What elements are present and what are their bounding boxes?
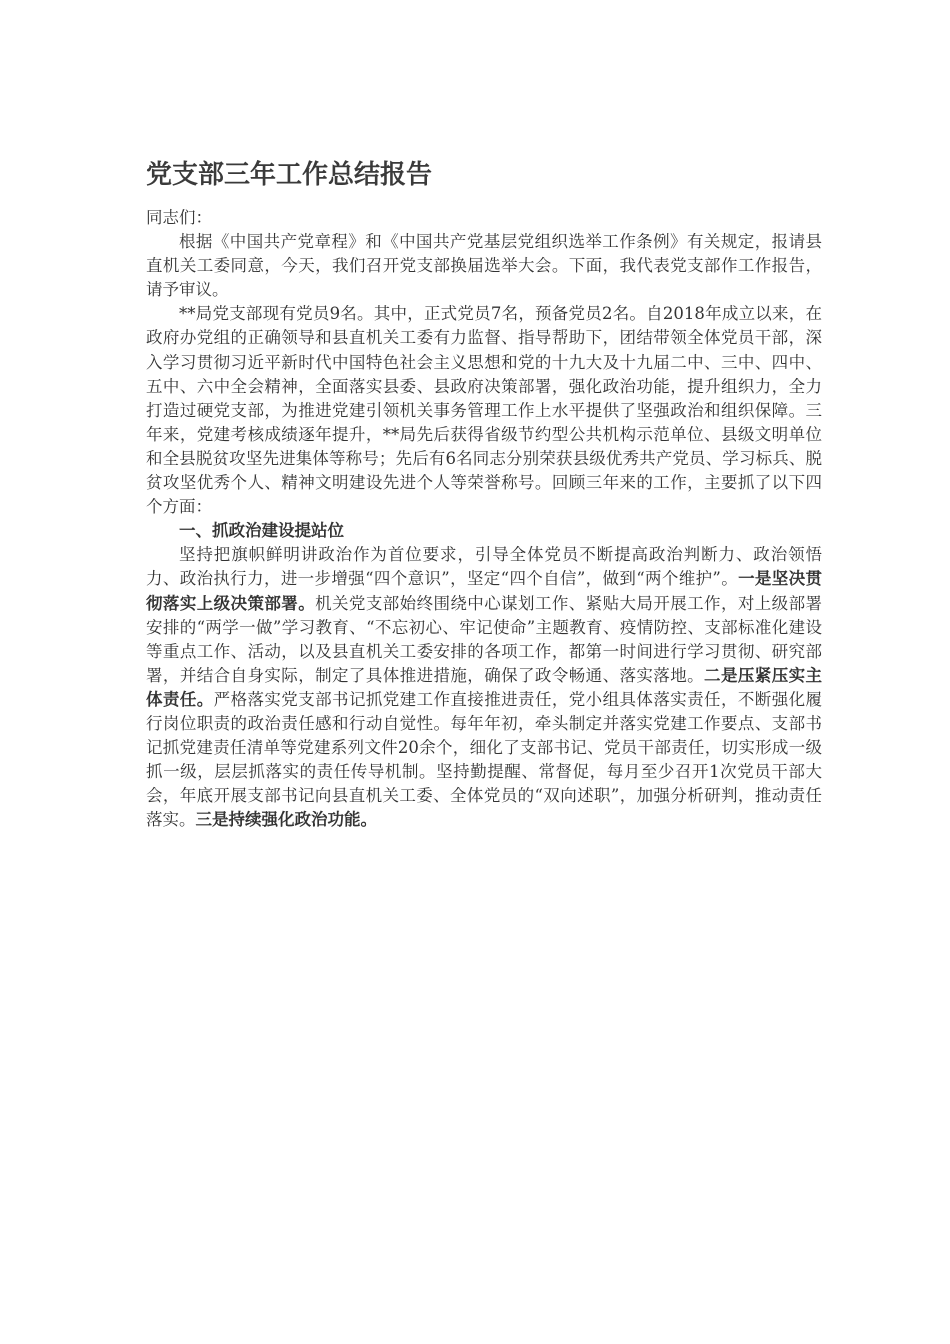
section-heading-political-building: 一、抓政治建设提站位 (179, 521, 344, 541)
bold-point-3: 三是持续强化政治功能。 (195, 810, 377, 830)
paragraph-intro: 根据《中国共产党章程》和《中国共产党基层党组织选举工作条例》有关规定，报请县直机关工委同意，今天，我们召开党支部换届选举大会。下面，我代表党支部作工作报告，请予审议。 (146, 232, 822, 300)
document-title: 党支部三年工作总结报告 (146, 160, 433, 190)
paragraph-text: 坚持把旗帜鲜明讲政治作为首位要求，引导全体党员不断提高政治判断力、政治领悟力、政治执行力，进一步增强“四个意识”，坚定“四个自信”，做到“两个维护”。 (146, 545, 822, 589)
document-body (146, 155, 822, 832)
bold-point-2: 二是压紧压实主体责任。 (146, 665, 823, 709)
greeting: 同志们： (146, 208, 212, 227)
paragraph-text: 机关党支部始终围绕中心谋划工作、紧贴大局开展工作，对上级部署安排的“两学一做”学习教育、“不忘初心、牢记使命”主题教育、疫情防控、支部标准化建设等重点工作、活动，以及县直机关工委安排的各项工作，都第一时间进行学习贯彻、研究部署，并结合自身实际，制定了具体推进措施，确保了政令畅通、落实落地。 (146, 593, 823, 685)
paragraph-text: 严格落实党支部书记抓党建工作直接推进责任，党小组具体落实责任，不断强化履行岗位职责的政治责任感和行动自觉性。每年年初，牵头制定并落实党建工作要点、支部书记抓党建责任清单等党建系列文件20余个，细化了支部书记、党员干部责任，切实形成一级抓一级，层层抓落实的责任传导机制。坚持勤提醒、常督促，每月至少召开1次党员干部大会，年底开展支部书记向县直机关工委、全体党员的“双向述职”，加强分析研判，推动责任落实。 (146, 689, 823, 830)
bold-point-1: 一是坚决贯彻落实上级决策部署。 (146, 569, 822, 613)
paragraph-political-building (146, 543, 822, 832)
paragraph-overview: **局党支部现有党员9名。其中，正式党员7名，预备党员2名。自2018年成立以来，在政府办党组的正确领导和县直机关工委有力监督、指导帮助下，团结带领全体党员干部，深入学习贯彻习近平新时代中国特色社会主义思想和党的十九大及十九届二中、三中、四中、五中、六中全会精神，全面落实县委、县政府决策部署，强化政治功能，提升组织力，全力打造过硬党支部，为推进党建引领机关事务管理工作上水平提供了坚强政治和组织保障。三年来，党建考核成绩逐年提升，**局先后获得省级节约型公共机构示范单位、县级文明单位和全县脱贫攻坚先进集体等称号；先后有6名同志分别荣获县级优秀共产党员、学习标兵、脱贫攻坚优秀个人、精神文明建设先进个人等荣誉称号。回顾三年来的工作，主要抓了以下四个方面： (146, 304, 822, 517)
